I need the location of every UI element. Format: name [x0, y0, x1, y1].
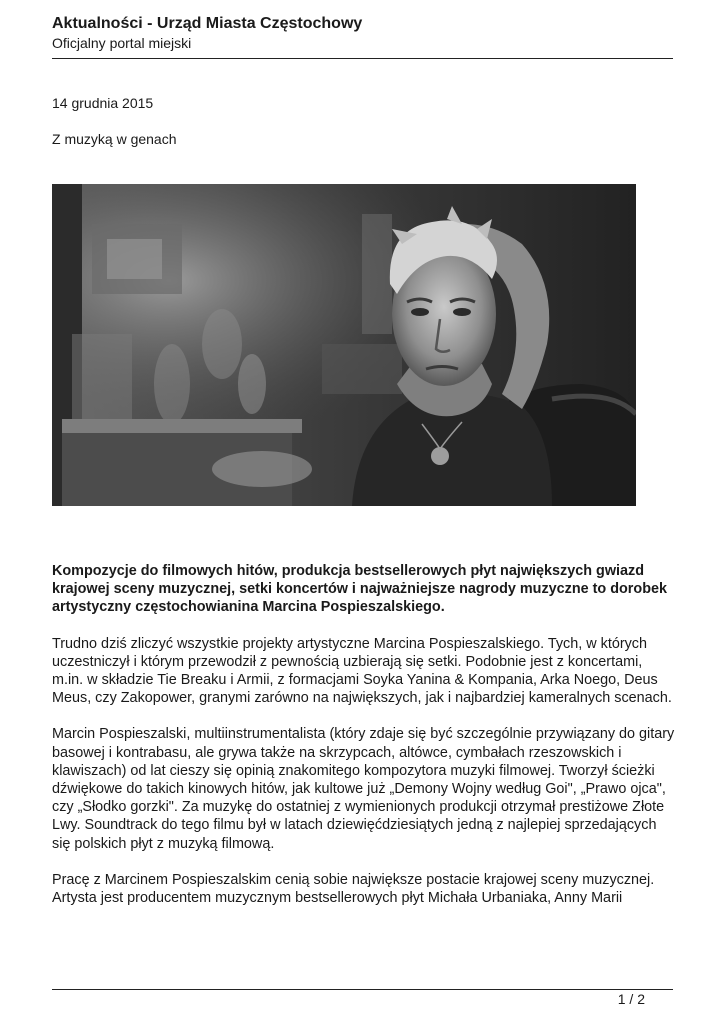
article-photo [52, 184, 636, 506]
site-subtitle: Oficjalny portal miejski [52, 35, 192, 51]
article-body [52, 562, 677, 925]
article-paragraph: Trudno dziś zliczyć wszystkie projekty artystyczne Marcina Pospieszalskiego. Tych, w których uczestniczył i którym przewodził z pewnością uzbierają się setki. Podobnie jest z koncertami, m.in. w składzie Tie Breaku i Armii, z formacjami Soyka Yanina & Kompania, Arka Noego, Deus Meus, czy Zakopower, granymi zarówno na największych, jak i najbardziej kameralnych scenach. [52, 635, 672, 707]
article-lead: Kompozycje do filmowych hitów, produkcja bestsellerowych płyt największych gwiazd krajowej sceny muzycznej, setki koncertów i najważniejsze nagrody muzyczne to dorobek artystyczny częstochowianina Marcina Pospieszalskiego. [52, 563, 667, 616]
header-divider [52, 58, 673, 59]
page-header [52, 14, 673, 52]
article-title: Z muzyką w genach [52, 131, 177, 147]
page-number: 1 / 2 [617, 991, 645, 1007]
article-date: 14 grudnia 2015 [52, 95, 154, 111]
site-title: Aktualności - Urząd Miasta Częstochowy [52, 15, 363, 32]
footer-divider [52, 989, 673, 990]
article-paragraph: Pracę z Marcinem Pospieszalskim cenią sobie największe postacie krajowej sceny muzycznej. Artysta jest producentem muzycznym bestsellerowych płyt Michała Urbaniaka, Anny Marii [52, 871, 655, 907]
article-paragraph: Marcin Pospieszalski, multiinstrumentalista (który zdaje się być szczególnie przywiązany do gitary basowej i kontrabasu, ale grywa także na skrzypcach, altówce, cymbałach rzeszowskich i klawiszach) od lat cieszy się opinią znakomitego kompozytora muzyki filmowej. Tworzył ścieżki dźwiękowe do takich kinowych hitów, jak kultowe już „Demony Wojny według Goi", „Prawo ojca", czy „Słodko gorzki". Za muzykę do ostatniej z wymienionych produkcji otrzymał prestiżowe Złote Lwy. Soundtrack do tego filmu był w latach dziewięćdziesiątych jedną z najlepiej sprzedających się polskich płyt z muzyką filmową. [52, 726, 675, 852]
